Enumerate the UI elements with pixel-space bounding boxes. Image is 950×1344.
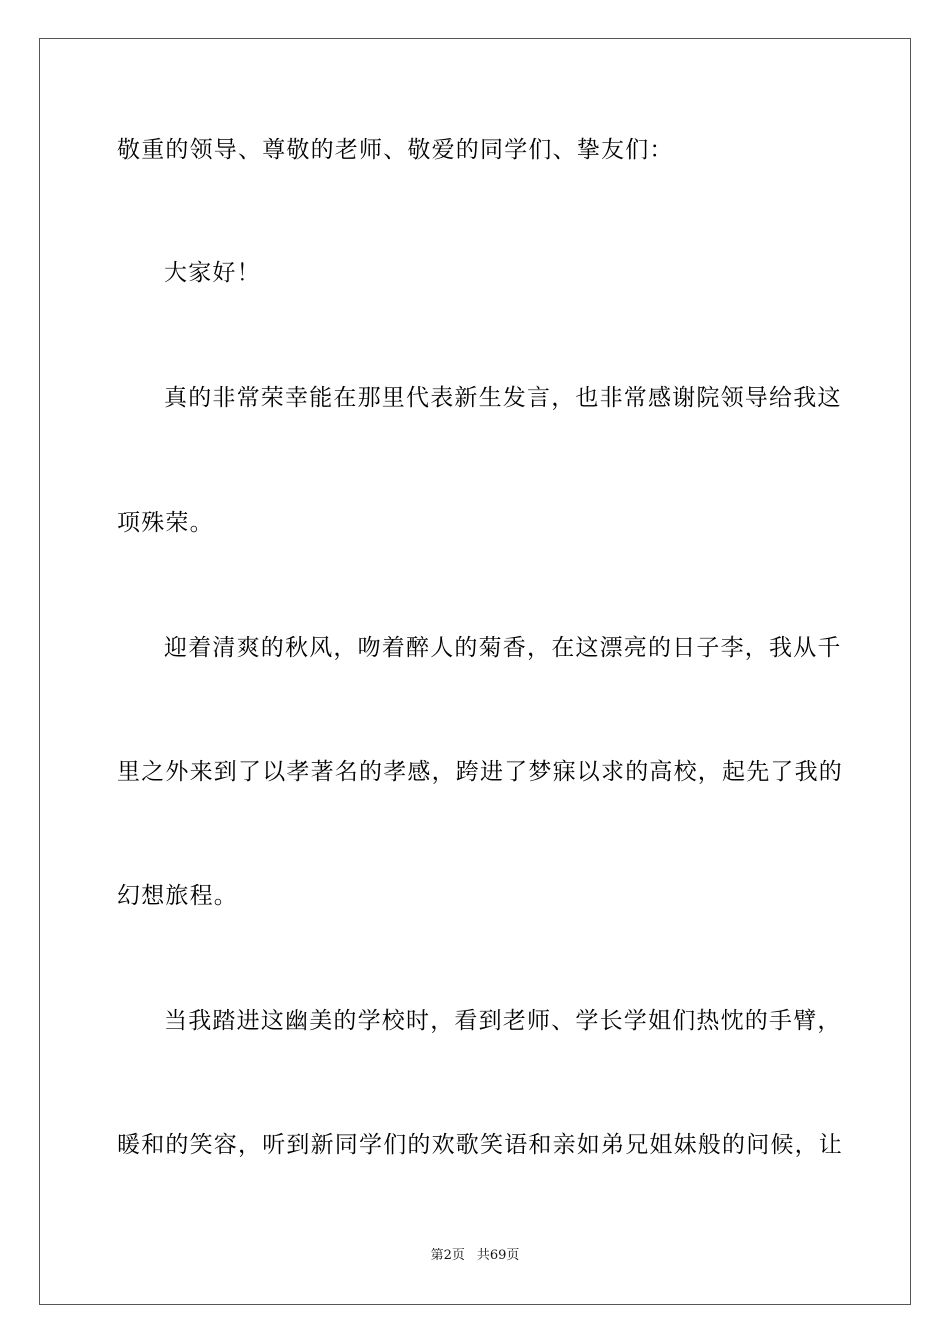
paragraph-line: 当我踏进这幽美的学校时，看到老师、学长学姐们热忱的手臂， <box>164 1008 842 1034</box>
page-number: 第2页 <box>430 1248 465 1263</box>
paragraph-line: 迎着清爽的秋风，吻着醉人的菊香，在这漂亮的日子李，我从千 <box>164 635 842 661</box>
paragraph-line: 项殊荣。 <box>117 510 214 536</box>
paragraph-line: 暖和的笑容，听到新同学们的欢歌笑语和亲如弟兄姐妹般的问候，让 <box>117 1132 843 1158</box>
greeting-line: 大家好！ <box>164 260 261 286</box>
page-total: 共69页 <box>476 1248 520 1263</box>
paragraph-line: 幻想旅程。 <box>117 883 238 909</box>
paragraph-line: 里之外来到了以孝著名的孝感，跨进了梦寐以求的高校，起先了我的 <box>117 759 843 785</box>
page-border <box>39 38 911 1305</box>
paragraph-line: 真的非常荣幸能在那里代表新生发言，也非常感谢院领导给我这 <box>164 385 842 411</box>
page-footer <box>0 1248 950 1264</box>
salutation-line: 敬重的领导、尊敬的老师、敬爱的同学们、挚友们： <box>117 137 674 163</box>
